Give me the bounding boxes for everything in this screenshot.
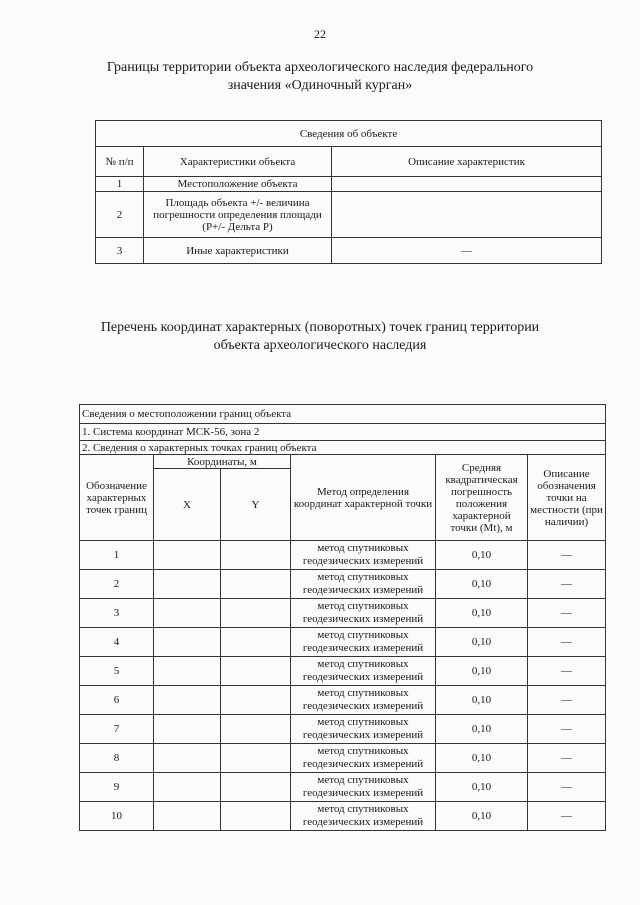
title-line: Перечень координат характерных (поворотных) точек границ территории — [100, 320, 540, 335]
title-line: объекта археологического наследия — [213, 338, 427, 353]
row-coordinate-x — [154, 715, 221, 744]
row-point-id: 10 — [80, 802, 154, 831]
row-method: метод спутниковых геодезических измерений — [291, 715, 436, 744]
row-coordinate-x — [154, 541, 221, 570]
section-title-boundaries — [70, 59, 570, 95]
row-point-id: 5 — [80, 657, 154, 686]
table-section-coordinate-system: 1. Система координат МСК-56, зона 2 — [80, 424, 606, 441]
table-row — [80, 657, 606, 686]
table-row — [80, 802, 606, 831]
column-header-accuracy: Средняя квадратическая погрешность положения характерной точки (Mt), м — [436, 455, 528, 541]
row-method: метод спутниковых геодезических измерений — [291, 686, 436, 715]
row-coordinate-x — [154, 802, 221, 831]
row-coordinate-y — [221, 773, 291, 802]
row-accuracy: 0,10 — [436, 541, 528, 570]
row-method: метод спутниковых геодезических измерений — [291, 628, 436, 657]
table-row — [80, 715, 606, 744]
column-header-number: № п/п — [96, 147, 144, 177]
row-method: метод спутниковых геодезических измерений — [291, 570, 436, 599]
table-row — [80, 744, 606, 773]
row-point-id: 2 — [80, 570, 154, 599]
page-number: 22 — [314, 27, 326, 41]
row-method: метод спутниковых геодезических измерений — [291, 744, 436, 773]
row-point-description: — — [528, 802, 606, 831]
row-point-id: 6 — [80, 686, 154, 715]
row-description — [332, 177, 602, 192]
row-point-id: 4 — [80, 628, 154, 657]
row-accuracy: 0,10 — [436, 657, 528, 686]
coordinates-table — [79, 404, 606, 831]
row-point-id: 3 — [80, 599, 154, 628]
table-row — [96, 238, 602, 264]
column-header-point-description: Описание обозначения точки на местности (при наличии) — [528, 455, 606, 541]
row-method: метод спутниковых геодезических измерений — [291, 657, 436, 686]
row-coordinate-y — [221, 744, 291, 773]
row-accuracy: 0,10 — [436, 686, 528, 715]
table-row — [80, 686, 606, 715]
row-coordinate-y — [221, 686, 291, 715]
column-header-point: Обозначение характерных точек границ — [80, 455, 154, 541]
table-row — [80, 628, 606, 657]
table-section-points: 2. Сведения о характерных точках границ объекта — [80, 441, 606, 455]
row-characteristic: Местоположение объекта — [144, 177, 332, 192]
object-info-table — [95, 120, 602, 264]
row-method: метод спутниковых геодезических измерений — [291, 773, 436, 802]
row-coordinate-x — [154, 628, 221, 657]
row-coordinate-y — [221, 541, 291, 570]
row-point-id: 8 — [80, 744, 154, 773]
row-characteristic: Площадь объекта +/- величина погрешности определения площади (Р+/- Дельта Р) — [144, 192, 332, 238]
row-accuracy: 0,10 — [436, 570, 528, 599]
row-accuracy: 0,10 — [436, 802, 528, 831]
row-method: метод спутниковых геодезических измерений — [291, 599, 436, 628]
table-section-location: Сведения о местоположении границ объекта — [80, 405, 606, 424]
row-accuracy: 0,10 — [436, 744, 528, 773]
section-title-coordinates — [70, 319, 570, 355]
row-coordinate-y — [221, 657, 291, 686]
row-coordinate-y — [221, 599, 291, 628]
row-point-description: — — [528, 744, 606, 773]
row-characteristic: Иные характеристики — [144, 238, 332, 264]
row-point-description: — — [528, 599, 606, 628]
table-row — [80, 773, 606, 802]
table-row — [80, 599, 606, 628]
row-point-id: 1 — [80, 541, 154, 570]
row-point-description: — — [528, 686, 606, 715]
row-number: 1 — [96, 177, 144, 192]
row-point-id: 7 — [80, 715, 154, 744]
row-point-description: — — [528, 715, 606, 744]
row-coordinate-x — [154, 686, 221, 715]
row-number: 2 — [96, 192, 144, 238]
row-coordinate-y — [221, 802, 291, 831]
row-coordinate-y — [221, 628, 291, 657]
row-coordinate-x — [154, 744, 221, 773]
row-coordinate-x — [154, 773, 221, 802]
row-method: метод спутниковых геодезических измерений — [291, 802, 436, 831]
column-header-coordinates: Координаты, м — [154, 455, 291, 469]
table-row — [80, 541, 606, 570]
table-row — [96, 192, 602, 238]
row-coordinate-y — [221, 570, 291, 599]
row-point-description: — — [528, 570, 606, 599]
row-coordinate-x — [154, 570, 221, 599]
row-description — [332, 192, 602, 238]
title-line: значения «Одиночный курган» — [227, 78, 413, 93]
row-method: метод спутниковых геодезических измерений — [291, 541, 436, 570]
table-row — [80, 570, 606, 599]
row-point-id: 9 — [80, 773, 154, 802]
row-accuracy: 0,10 — [436, 715, 528, 744]
column-header-x: X — [154, 469, 221, 541]
row-coordinate-x — [154, 657, 221, 686]
row-accuracy: 0,10 — [436, 773, 528, 802]
row-description: — — [332, 238, 602, 264]
row-coordinate-y — [221, 715, 291, 744]
table-row — [96, 177, 602, 192]
row-accuracy: 0,10 — [436, 628, 528, 657]
row-point-description: — — [528, 657, 606, 686]
column-header-description: Описание характеристик — [332, 147, 602, 177]
table-caption: Сведения об объекте — [96, 121, 602, 147]
row-point-description: — — [528, 773, 606, 802]
row-number: 3 — [96, 238, 144, 264]
column-header-method: Метод определения координат характерной точки — [291, 455, 436, 541]
row-point-description: — — [528, 628, 606, 657]
coordinates-table-body — [80, 541, 606, 831]
column-header-y: Y — [221, 469, 291, 541]
row-point-description: — — [528, 541, 606, 570]
title-line: Границы территории объекта археологического наследия федерального — [106, 60, 534, 75]
row-accuracy: 0,10 — [436, 599, 528, 628]
column-header-characteristic: Характеристики объекта — [144, 147, 332, 177]
row-coordinate-x — [154, 599, 221, 628]
